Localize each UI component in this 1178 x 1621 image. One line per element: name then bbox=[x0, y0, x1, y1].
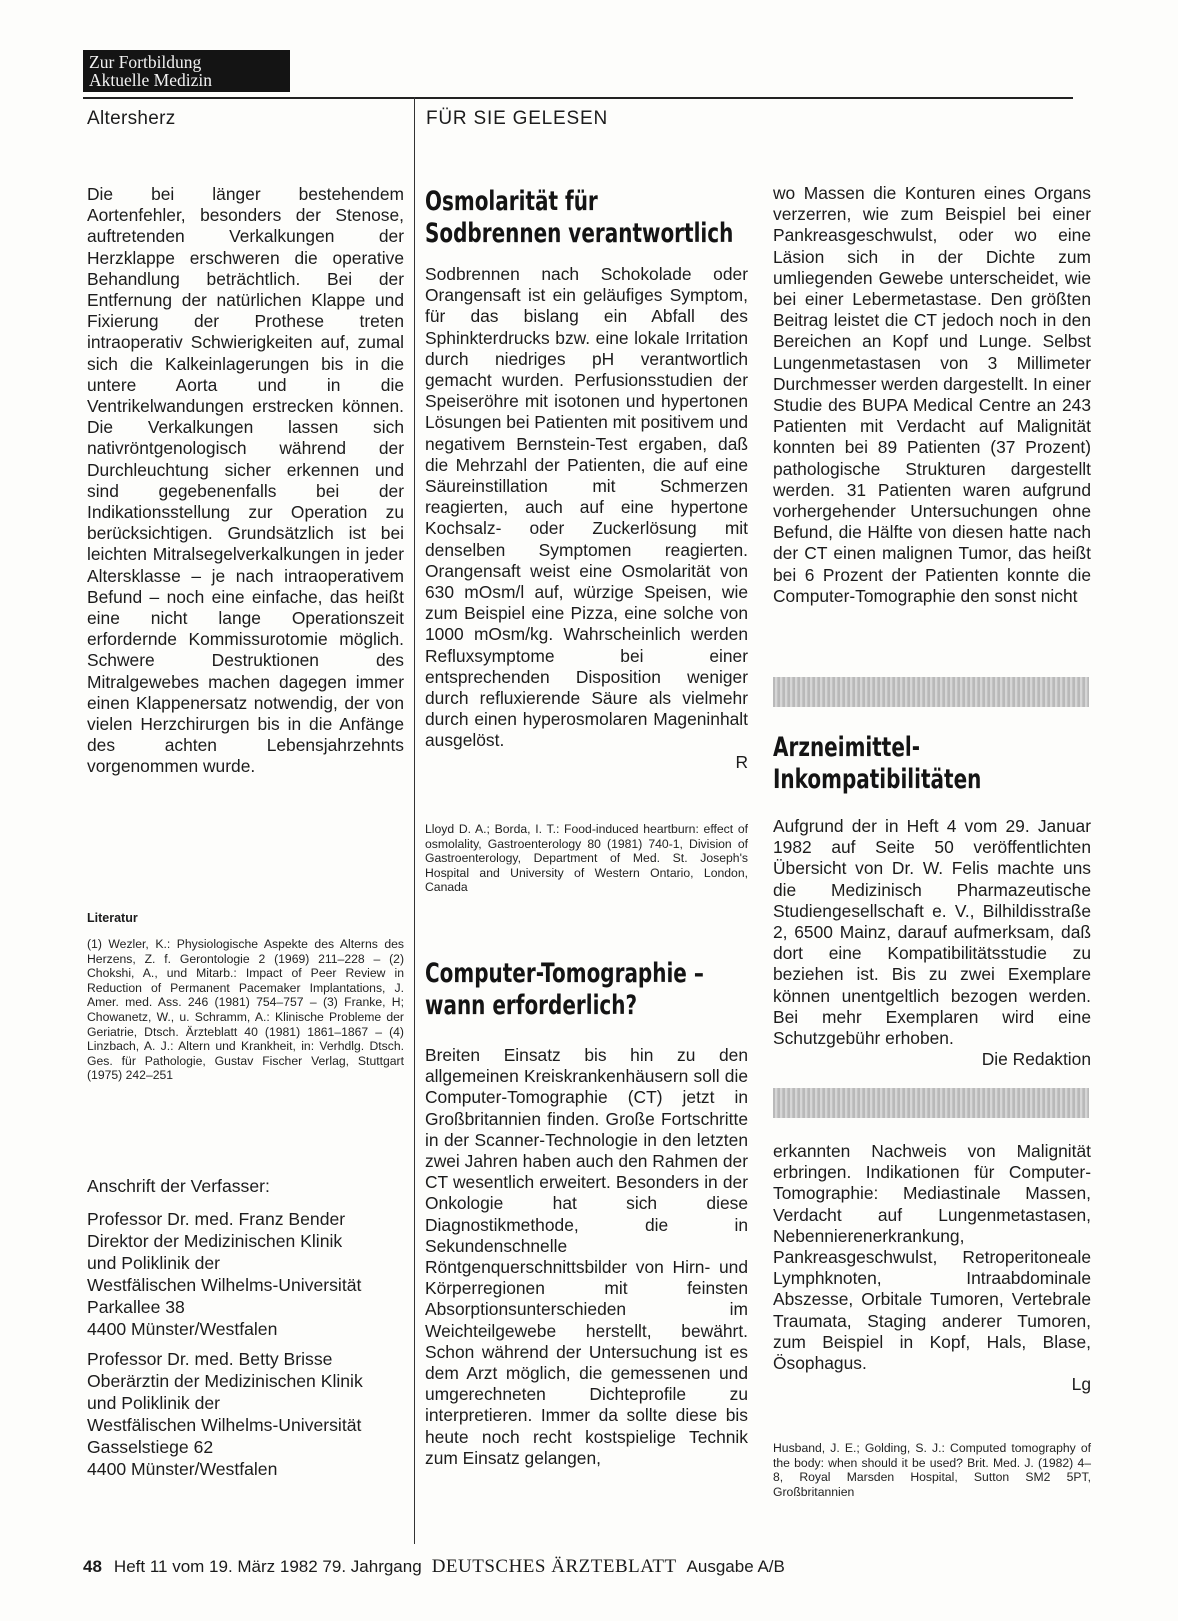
edition-info: Ausgabe A/B bbox=[686, 1557, 785, 1576]
address-line: Gasselstiege 62 bbox=[87, 1437, 214, 1457]
address-line: 4400 Münster/Westfalen bbox=[87, 1319, 278, 1339]
headline-line: Arzneimittel- bbox=[773, 732, 921, 763]
signature-row bbox=[425, 752, 748, 773]
anschrift-title: Anschrift der Verfasser: bbox=[87, 1176, 270, 1196]
article-paragraph: Sodbrennen nach Schokolade oder Orangensaft ist ein geläufiges Symptom, für das bislang ein Abfall des Sphinkterdrucks bzw. eine lokale Irritation durch niedriges pH verantwortlich gemacht wurden. Perfusionsstudien der Speiseröhre mit isotonen und hypertonen Lösungen bei Patienten mit positivem und negativem Bernstein-Test ergaben, daß die Mehrzahl der Patienten, die auf eine Säureinstillation mit Schmerzen reagierten, auch auf eine hypertone Kochsalz- oder Zuckerlösung mit denselben Symptomen reagierten. Orangensaft weist eine Osmolarität von 630 mOsm/l auf, würzige Speisen, wie zum Beispiel eine Pizza, eine solche von 1000 mOsm/kg. Wahrscheinlich werden Refluxsymptome bei einer entsprechenden Disposition weniger durch refluxierende Säure als vielmehr durch einen hyperosmolaren Mageninhalt ausgelöst. bbox=[425, 264, 748, 751]
headline-line: Sodbrennen verantwortlich bbox=[425, 218, 734, 249]
address-line: Professor Dr. med. Franz Bender bbox=[87, 1209, 346, 1229]
address-line: Parkallee 38 bbox=[87, 1297, 185, 1317]
page-footer bbox=[83, 1556, 785, 1578]
right-section-title: FÜR SIE GELESEN bbox=[426, 108, 608, 129]
arzneimittel-headline bbox=[773, 732, 981, 796]
address-line: und Poliklinik der bbox=[87, 1393, 221, 1413]
headline-line: Computer-Tomographie – bbox=[425, 958, 704, 989]
section-tag-line2: Aktuelle Medizin bbox=[89, 70, 212, 90]
headline-line: Inkompatibilitäten bbox=[773, 764, 982, 795]
magazine-name: DEUTSCHES ÄRZTEBLATT bbox=[431, 1556, 677, 1577]
page-number: 48 bbox=[83, 1557, 102, 1576]
address-line: Professor Dr. med. Betty Brisse bbox=[87, 1349, 333, 1369]
editorial-signature: Die Redaktion bbox=[981, 1049, 1091, 1070]
address-line: Westfälischen Wilhelms-Universität bbox=[87, 1275, 362, 1295]
author-signature: R bbox=[735, 751, 748, 772]
ct-headline bbox=[425, 958, 704, 1022]
header-rule bbox=[83, 97, 1073, 99]
separator-band bbox=[773, 677, 1089, 707]
osmolaritaet-body bbox=[425, 264, 748, 773]
address-line: 4400 Münster/Westfalen bbox=[87, 1459, 278, 1479]
signature-row bbox=[773, 1049, 1091, 1070]
left-section-title: Altersherz bbox=[87, 108, 176, 129]
ct-body-col3: wo Massen die Konturen eines Organs verzerren, wie zum Beispiel bei einer Pankreasgeschwulst, oder wo eine Läsion sich in der Dichte zum umliegenden Gewebe unterscheidet, wie bei einer Lebermetastase. Den größten Beitrag leistet die CT jedoch noch in den Bereichen an Kopf und Lunge. Selbst Lungenmetastasen von 3 Millimeter Durchmesser werden dargestellt. In einer Studie des BUPA Medical Centre an 243 Patienten mit Verdacht auf Malignität konnten bei 89 Patienten (37 Prozent) pathologische Strukturen dargestellt werden. 31 Patienten waren aufgrund vorhergehender Untersuchungen ohne Befund, die Hälfte von diesen hatte nach der CT einen malignen Tumor, das heißt bei 6 Prozent der Patienten konnte die Computer-Tomographie den sonst nicht bbox=[773, 183, 1092, 606]
issue-info: Heft 11 vom 19. März 1982 79. Jahrgang bbox=[113, 1557, 422, 1576]
altersherz-body: Die bei länger bestehendem Aortenfehler, besonders der Stenose, auftretenden Verkalkungen der Herzklappe erschweren die operative Behandlung beträchtlich. Bei der Entfernung der natürlichen Klappe und Fixierung der Prothese treten intraoperativ Schwierigkeiten auf, zumal sich die Kalkeinlagerungen bis in die untere Aorta und in die Ventrikelwandungen erstrecken können. Die Verkalkungen lassen sich nativröntgenologisch während der Durchleuchtung sicher erkennen und sind gegebenenfalls bei der Indikationsstellung zur Operation zu berücksichtigen. Grundsätzlich ist bei leichten Mitralsegelverkalkungen in jeder Altersklasse – je nach intraoperativem Befund – noch eine einfache, das heißt eine nicht lange Operationszeit erfordernde Kommissurotomie möglich. Schwere Destruktionen des Mitralgewebes machen dagegen immer einen Klappenersatz notwendig, der von vielen Herzchirurgen bis in die Anfänge des achten Lebensjahrzehnts vorgenommen wurde. bbox=[87, 184, 404, 777]
address-line: Westfälischen Wilhelms-Universität bbox=[87, 1415, 362, 1435]
osmolaritaet-headline bbox=[425, 186, 733, 250]
headline-line: Osmolarität für bbox=[425, 186, 598, 217]
ct-reference: Husband, J. E.; Golding, S. J.: Computed tomography of the body: when should it be used? Brit. Med. J. (1982) 4–8, Royal Marsden Hospital, Sutton SM2 5PT, Großbritannien bbox=[773, 1441, 1091, 1499]
address-line: Direktor der Medizinischen Klinik bbox=[87, 1231, 343, 1251]
literatur-text: (1) Wezler, K.: Physiologische Aspekte des Alterns des Herzens, Z. f. Gerontologie 2 (1969) 211–228 – (2) Chokshi, A., und Mitarb.: Impact of Peer Review in Reduction of Permanent Pacemaker Implantations, J. Amer. med. Ass. 246 (1981) 754–757 – (3) Franke, H; Chowanetz, W., u. Schramm, A.: Klinische Probleme der Geriatrie, Dtsch. Ärzteblatt 40 (1981) 1861–1867 – (4) Linzbach, A. J.: Altern und Krankheit, in: Verhdlg. Dtsch. Ges. für Pathologie, Gustav Fischer Verlag, Stuttgart (1975) 242–251 bbox=[87, 937, 404, 1083]
article-paragraph: Aufgrund der in Heft 4 vom 29. Januar 1982 auf Seite 50 veröffentlichten Übersicht von Dr. W. Felis machte uns die Medizinisch Pharmazeutische Studiengesellschaft e. V., Bilhildisstraße 2, 6500 Mainz, darauf aufmerksam, daß dort eine Kompatibilitätsstudie zu beziehen ist. Bis zu zwei Exemplare können unentgeltlich bezogen werden. Bei mehr Exemplaren wird eine Schutzgebühr erhoben. bbox=[773, 816, 1091, 1049]
address-line: Oberärztin der Medizinischen Klinik bbox=[87, 1371, 363, 1391]
ct-body-cont bbox=[773, 1141, 1091, 1395]
author2-address bbox=[87, 1348, 407, 1480]
separator-band bbox=[773, 1088, 1089, 1118]
section-tag-line1: Zur Fortbildung bbox=[89, 52, 202, 72]
address-line: und Poliklinik der bbox=[87, 1253, 221, 1273]
literatur-title: Literatur bbox=[87, 911, 138, 925]
article-paragraph: erkannten Nachweis von Malignität erbringen. Indikationen für Computer-Tomographie: Mediastinale Massen, Verdacht auf Lungenmetastasen, Nebennierenerkrankung, Pankreasgeschwulst, Retroperitoneale Lymphknoten, Intraabdominale Abszesse, Orbitale Tumoren, Vertebrale Traumata, Staging anderer Tumoren, zum Beispiel in Kopf, Hals, Blase, Ösophagus. bbox=[773, 1141, 1091, 1374]
author1-address bbox=[87, 1208, 407, 1340]
column-divider bbox=[414, 97, 415, 1544]
headline-line: wann erforderlich? bbox=[425, 990, 638, 1021]
ct-body-col2: Breiten Einsatz bis hin zu den allgemeinen Kreiskrankenhäusern soll die Computer-Tomographie (CT) jetzt in Großbritannien finden. Große Fortschritte in der Scanner-Technologie in den letzten zwei Jahren haben auch den Rahmen der CT wesentlich erweitert. Besonders in der Onkologie hat sich diese Diagnostikmethode, die in Sekundenschnelle Röntgenquerschnittsbilder von Hirn- und Körperregionen mit feinsten Absorptionsunterschieden im Weichteilgewebe herstellt, bewährt. Schon während der Untersuchung ist es dem Arzt möglich, die gemessenen und umgerechneten Dichteprofile zu interpretieren. Immer da sollte diese bis heute noch recht kostspielige Technik zum Einsatz gelangen, bbox=[425, 1045, 748, 1468]
osmolaritaet-reference: Lloyd D. A.; Borda, I. T.: Food-induced heartburn: effect of osmolality, Gastroenterology 80 (1981) 740-1, Division of Gastroenterology, Department of Med. St. Joseph's Hospital and University of Western Ontario, London, Canada bbox=[425, 822, 748, 895]
signature-row bbox=[773, 1374, 1091, 1395]
arzneimittel-body bbox=[773, 816, 1091, 1070]
section-tag bbox=[83, 50, 290, 92]
author-signature: Lg bbox=[1071, 1374, 1091, 1395]
